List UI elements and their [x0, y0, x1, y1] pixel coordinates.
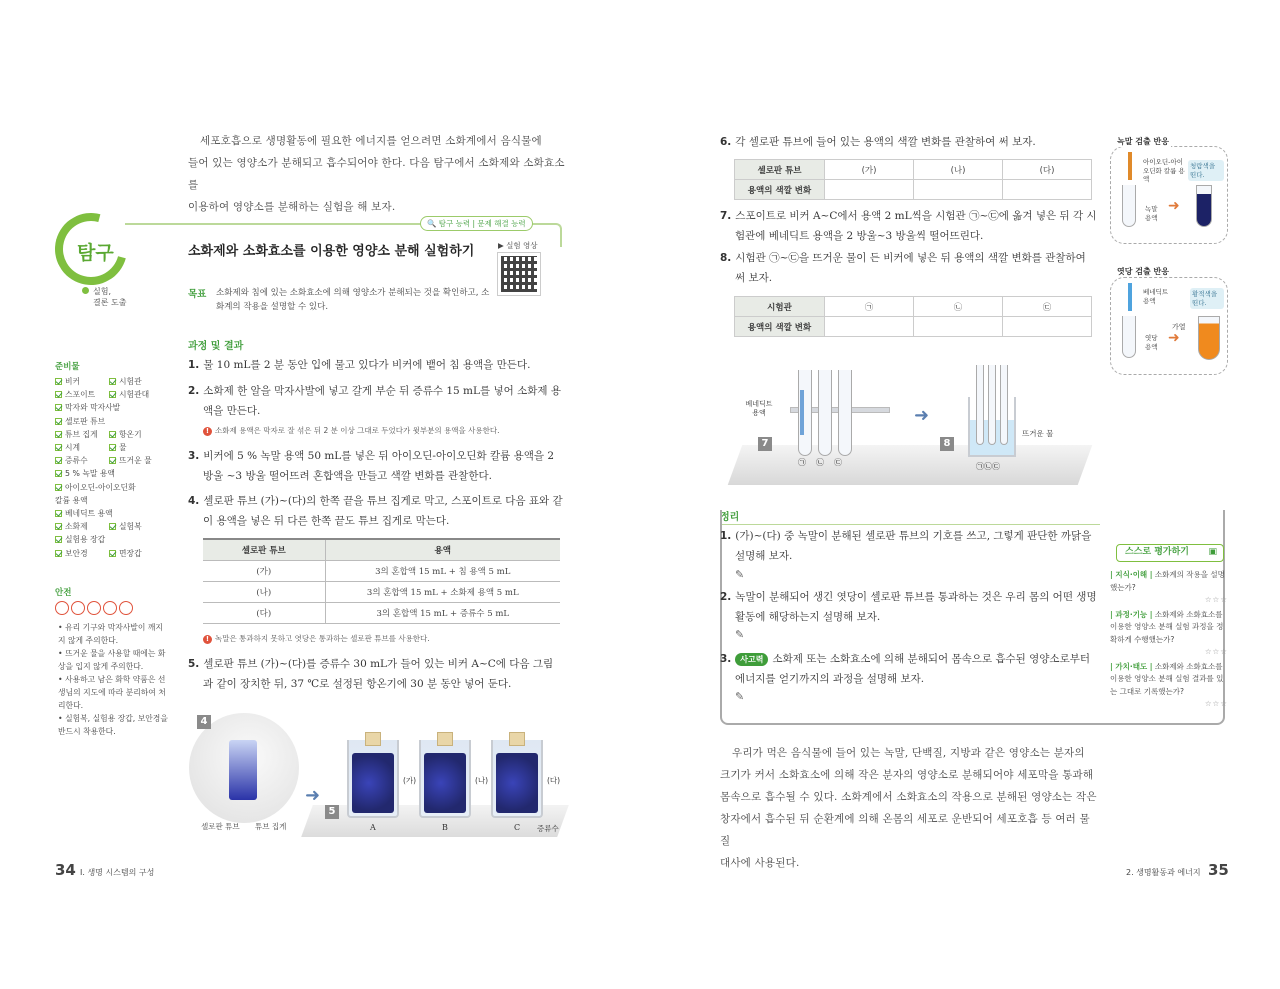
material-item [55, 547, 109, 560]
table-header: 셀로판 튜브 [203, 539, 325, 560]
eval-text: 소화제와 소화효소를 이용한 영양소 분해 실험 결과를 있는 그대로 기록했는가? [1110, 661, 1224, 696]
water-label: 증류수 [537, 824, 559, 833]
summary-number: 2. [720, 591, 732, 603]
material-row [55, 507, 175, 520]
summary-text: (가)~(다) 중 녹말이 분해된 셀로판 튜브의 기호를 쓰고, 그렇게 판단한 까닭을 설명해 보자. [735, 530, 1092, 562]
material-item [55, 533, 138, 546]
answer-cell[interactable] [914, 317, 1003, 337]
sugar-box-title: 엿당 검출 반응 [1117, 267, 1169, 276]
table-header: 셀로판 튜브 [735, 160, 825, 180]
label-na: (나) [475, 776, 489, 785]
pencil-icon[interactable]: ✎ [735, 628, 745, 641]
sugar-reagent-label: 베네딕트 용액 [1143, 288, 1169, 305]
material-text: 튜브 집게 [65, 429, 98, 439]
tube-label: 셀로판 튜브 [201, 822, 240, 831]
magnifier-icon: 🔍 [427, 219, 437, 228]
badge-sub-line: 실험, [93, 287, 111, 296]
reagent-dropper [1128, 283, 1132, 311]
checkbox-icon[interactable] [55, 457, 62, 464]
tube-label: ㉢ [834, 458, 842, 467]
summary-text: 소화제 또는 소화효소에 의해 분해되어 몸속으로 흡수된 영양소로부터 에너지를 얻기까지의 과정을 설명해 보자. [735, 653, 1090, 685]
arrow-icon: ➜ [305, 785, 321, 806]
material-item [109, 428, 163, 441]
material-item [55, 441, 109, 454]
eval-text: 소화제와 소화효소를 이용한 영양소 분해 실험 과정을 정확하게 수행했는가? [1110, 609, 1224, 644]
video-label-text: 실험 영상 [506, 241, 538, 250]
material-item [109, 375, 163, 388]
checkbox-icon[interactable] [109, 378, 116, 385]
material-row [55, 388, 175, 401]
checkbox-icon[interactable] [55, 536, 62, 543]
step-3 [188, 446, 563, 486]
summary-2 [720, 587, 1098, 627]
material-item [55, 428, 109, 441]
material-item [138, 467, 175, 480]
step-number: 6. [720, 136, 732, 148]
summary-number: 3. [720, 653, 732, 665]
beaker-label-a: A [370, 823, 376, 832]
material-item [109, 388, 163, 401]
material-item [55, 507, 138, 520]
dot-icon [82, 287, 89, 294]
intro-line: 이용하여 영양소를 분해하는 실험을 해 보자. [188, 201, 396, 213]
safety-text: 사용하고 남은 화학 약품은 선생님의 지도에 따라 분리하여 처리한다. [58, 675, 166, 710]
step-text: 셀로판 튜브 (가)~(다)를 증류수 30 mL가 들어 있는 비커 A~C에 다음 그림과 같이 장치한 뒤, 37 ℃로 설정된 항온기에 30 분 동안 넣어 둔다. [203, 658, 554, 690]
checkbox-icon[interactable] [55, 444, 62, 451]
tube-cap [509, 732, 525, 746]
table-cell: (가) [203, 560, 325, 581]
sugar-tube [1122, 316, 1136, 358]
materials-heading: 준비물 [55, 362, 80, 372]
material-item [138, 401, 175, 414]
warning-icon: ! [203, 427, 212, 436]
material-item [55, 415, 138, 428]
warning-icon: ! [203, 635, 212, 644]
material-row [55, 428, 175, 441]
outro-line: 대사에 사용된다. [720, 857, 800, 869]
self-eval-list [1110, 569, 1228, 711]
dropper [800, 390, 804, 435]
table-header: (다) [1003, 160, 1092, 180]
material-row [55, 415, 175, 428]
safety-icons [55, 601, 133, 615]
outro-line: 우리가 먹은 음식물에 들어 있는 녹말, 단백질, 지방과 같은 영양소는 분자의 [732, 747, 1085, 759]
safety-list [58, 621, 168, 738]
table-cell: 3의 혼합액 15 mL + 증류수 5 mL [325, 602, 560, 623]
tube-cap [437, 732, 453, 746]
checkbox-icon[interactable] [55, 431, 62, 438]
materials-list [55, 375, 175, 560]
experiment-title: 소화제와 소화효소를 이용한 영양소 분해 실험하기 [188, 244, 475, 259]
material-text: 면장갑 [119, 548, 142, 558]
checkbox-icon[interactable] [55, 418, 62, 425]
step-number: 2. [188, 385, 200, 397]
clip-label: 튜브 집게 [255, 822, 287, 831]
footer-right: 2. 생명활동과 에너지 [1126, 868, 1201, 877]
label-ga: (가) [403, 776, 417, 785]
answer-cell[interactable] [914, 180, 1003, 200]
step-number: 5. [188, 658, 200, 670]
chemical-hazard-icon [87, 601, 101, 615]
safety-item: • 뜨거운 물을 사용할 때에는 화상을 입지 않게 주의한다. [58, 649, 166, 671]
outro-line: 크기가 커서 소화효소에 의해 작은 분자의 영양소로 분해되어야 세포막을 통과해 [720, 769, 1094, 781]
note-text: 녹말은 통과하지 못하고 엿당은 통과하는 셀로판 튜브를 사용한다. [215, 634, 430, 643]
beaker-a [347, 740, 399, 818]
material-text: 물 [119, 443, 127, 453]
step-tag-7: 7 [758, 437, 772, 451]
inquiry-badge: 탐구 [77, 242, 114, 264]
material-item [109, 454, 163, 467]
page-number-left: 34 [55, 861, 76, 879]
hot-water-label: 뜨거운 물 [1022, 429, 1054, 438]
eval-text: 소화계의 작용을 설명했는가? [1110, 570, 1225, 592]
tube-label: ㉡ [816, 458, 824, 467]
test-tube [976, 365, 984, 445]
material-text: 시험관 [119, 377, 142, 386]
step-text: 각 셀로판 튜브에 들어 있는 용액의 색깔 변화를 관찰하여 써 보자. [735, 136, 1036, 148]
summary-3 [720, 649, 1098, 689]
step-number: 8. [720, 252, 732, 264]
step-tag-8: 8 [940, 437, 954, 451]
step-number: 7. [720, 210, 732, 222]
eval-category: | 지식·이해 | [1110, 570, 1153, 579]
table-header: (나) [914, 160, 1003, 180]
table-cell: (나) [203, 581, 325, 602]
note-step-4 [203, 633, 430, 644]
material-item [138, 533, 175, 546]
outro-line: 몸속으로 흡수될 수 있다. 소화계에서 소화효소의 작용으로 분해된 영양소는 작은 [720, 791, 1097, 803]
table-cell: (다) [203, 602, 325, 623]
outro-line: 창자에서 흡수된 뒤 순환계에 의해 온몸의 세포로 운반되어 세포호흡 등 여러 물질 [720, 813, 1090, 847]
eval-category: | 가치·태도 | [1110, 661, 1153, 671]
material-row [55, 401, 175, 414]
safety-text: 뜨거운 물을 사용할 때에는 화상을 입지 않게 주의한다. [58, 649, 166, 671]
step-text: 셀로판 튜브 (가)~(다)의 한쪽 끝을 튜브 집게로 막고, 스포이트로 다음 표와 같이 용액을 넣은 뒤 다른 한쪽 끝도 튜브 집게로 막는다. [203, 495, 563, 527]
table-header: 시험관 [735, 297, 825, 317]
step-8 [720, 248, 1098, 288]
material-item [55, 520, 109, 533]
qr-pattern [501, 256, 537, 292]
intro-paragraph [188, 130, 568, 218]
eval-category: | 과정·기능 | [1110, 609, 1153, 619]
checkbox-icon[interactable] [109, 550, 116, 557]
process-heading: 과정 및 결과 [188, 341, 244, 352]
sugar-result-label: 황적색을 띤다. [1190, 288, 1224, 309]
tube-cap [365, 732, 381, 746]
pencil-icon[interactable]: ✎ [735, 690, 745, 703]
material-text: 막자와 막자사발 [65, 403, 121, 413]
intro-line: 세포호흡으로 생명활동에 필요한 에너지를 얻으려면 소화계에서 음식물에 [200, 135, 542, 147]
self-eval-item [1110, 569, 1228, 607]
material-row [55, 441, 175, 454]
material-text: 실험용 장갑 [65, 535, 106, 545]
summary-number: 1. [720, 530, 732, 542]
table-row-label: 용액의 색깔 변화 [735, 317, 825, 337]
test-tube [818, 370, 832, 456]
step-text: 시험관 ㉠~㉢을 뜨거운 물이 든 비커에 넣은 뒤 용액의 색깔 변화를 관찰하여 써 보자. [735, 252, 1086, 284]
qr-code[interactable] [497, 252, 541, 296]
glass-hazard-icon [55, 601, 69, 615]
checkbox-icon[interactable] [55, 404, 62, 411]
summary-heading: 정리 [720, 512, 740, 523]
safety-text: 실험복, 실험용 장갑, 보안경을 반드시 착용한다. [58, 714, 168, 736]
table-row [203, 602, 560, 623]
table-row [735, 180, 1092, 200]
checkbox-icon[interactable] [55, 510, 62, 517]
footer-left: I. 생명 시스템의 구성 [80, 868, 155, 877]
step-2 [188, 381, 563, 421]
rating-stars[interactable]: ☆☆☆ [1204, 595, 1228, 604]
eye-protection-icon [103, 601, 117, 615]
self-eval-item [1110, 661, 1228, 711]
test-tube [1000, 365, 1008, 445]
checkbox-icon[interactable] [55, 378, 62, 385]
color-table-tubes [734, 159, 1092, 200]
checkbox-icon[interactable] [55, 470, 62, 477]
goal-label: 목표 [188, 289, 207, 300]
checkbox-icon[interactable] [55, 550, 62, 557]
material-row [55, 467, 175, 480]
safety-item: • 유리 기구와 막자사발이 깨지지 않게 주의한다. [58, 623, 163, 645]
material-item [138, 507, 175, 520]
reagent-dropper [1128, 152, 1132, 180]
figure-step-7-8 [720, 345, 1092, 487]
material-item [138, 415, 175, 428]
material-text: 증류수 [65, 456, 88, 466]
solution-table [203, 538, 560, 624]
checklist-icon: ▣ [1208, 547, 1217, 557]
material-text: 베네딕트 용액 [65, 509, 113, 519]
answer-cell[interactable] [1003, 317, 1092, 337]
material-text: 뜨거운 물 [119, 456, 152, 466]
starch-result-label: 청람색을 띤다. [1188, 160, 1224, 181]
test-tube [838, 370, 852, 456]
badge-subtitle [82, 286, 126, 308]
lab-bench [728, 445, 1093, 485]
material-item [55, 481, 138, 507]
material-text: 스포이트 [65, 390, 96, 400]
safety-heading: 안전 [55, 588, 72, 598]
material-text: 5 % 녹말 용액 [65, 469, 115, 479]
table-row [735, 317, 1092, 337]
step-number: 1. [188, 359, 200, 371]
beaker-b [419, 740, 471, 818]
ability-text: 탐구 능력 | 문제 해결 능력 [438, 219, 526, 228]
material-row [55, 481, 175, 507]
note-step-2 [203, 425, 499, 436]
step-text: 물 10 mL를 2 분 동안 입에 물고 있다가 비커에 뱉어 침 용액을 만든다. [203, 359, 531, 371]
page-number-right: 35 [1208, 861, 1229, 879]
starch-tube [1122, 185, 1136, 227]
tube-labels-7 [798, 457, 842, 468]
arrow-icon: ➜ [1168, 330, 1180, 346]
tube-label: ㉠ [798, 458, 806, 467]
checkbox-icon[interactable] [109, 457, 116, 464]
material-row [55, 533, 175, 546]
sugar-result-tube [1198, 316, 1220, 360]
heat-label: 가열 [1172, 323, 1186, 331]
cellophane-tube-photo [229, 740, 257, 800]
checkbox-icon[interactable] [109, 431, 116, 438]
tube-labels-8: ㉠㉡㉢ [976, 462, 1000, 471]
material-text: 실험복 [119, 522, 142, 532]
material-row [55, 454, 175, 467]
material-text: 보안경 [65, 548, 88, 558]
step-number: 3. [188, 450, 200, 462]
material-text: 소화제 [65, 522, 88, 532]
material-text: 시험관대 [119, 390, 150, 400]
material-item [55, 454, 109, 467]
table-header: (가) [825, 160, 914, 180]
video-label [498, 240, 538, 251]
step-6 [720, 132, 1100, 152]
safety-item: • 실험복, 실험용 장갑, 보안경을 반드시 착용한다. [58, 714, 168, 736]
starch-result-tube [1196, 185, 1212, 227]
step-text: 비커에 5 % 녹말 용액 50 mL를 넣은 뒤 아이오딘-아이오딘화 칼륨 용액을 2 방울 ~3 방울 떨어뜨려 혼합액을 만들고 색깔 변화를 관찰한다. [203, 450, 555, 482]
step-number: 4. [188, 495, 200, 507]
summary-text: 녹말이 분해되어 생긴 엿당이 셀로판 튜브를 통과하는 것은 우리 몸의 어떤 생명 활동에 해당하는지 설명해 보자. [735, 591, 1097, 623]
material-text: 아이오딘-아이오딘화 칼륨 용액 [55, 482, 136, 505]
material-item [55, 375, 109, 388]
answer-cell[interactable] [825, 317, 914, 337]
goal-text: 소화제와 침에 있는 소화효소에 의해 영양소가 분해되는 것을 확인하고, 소화계의 작용을 설명할 수 있다. [216, 288, 490, 312]
checkbox-icon[interactable] [55, 391, 62, 398]
material-item [138, 481, 175, 507]
benedict-label: 베네딕트 용액 [745, 400, 773, 417]
ability-tag [420, 216, 533, 231]
material-row [55, 547, 175, 560]
table-header: ㉡ [914, 297, 1003, 317]
step-4 [188, 491, 563, 531]
material-item [55, 388, 109, 401]
outro-paragraph [720, 742, 1100, 874]
glove-icon [119, 601, 133, 615]
step-7 [720, 206, 1098, 246]
material-item [109, 547, 163, 560]
thinking-tag: 사고력 [735, 653, 768, 666]
table-row [203, 581, 560, 602]
starch-box-title: 녹말 검출 반응 [1117, 137, 1169, 146]
safety-text: 유리 기구와 막자사발이 깨지지 않게 주의한다. [58, 623, 163, 645]
self-eval-item [1110, 609, 1228, 659]
beaker-label-c: C [514, 823, 521, 832]
beaker-c [491, 740, 543, 818]
material-text: 셀로판 튜브 [65, 416, 106, 426]
material-text: 시계 [65, 443, 81, 453]
self-eval-title-text: 스스로 평가하기 [1125, 547, 1189, 557]
badge-sub-line: 결론 도출 [93, 298, 127, 307]
material-item [55, 467, 138, 480]
figure-step-4-5 [187, 705, 563, 847]
material-item [109, 441, 163, 454]
checkbox-icon[interactable] [109, 523, 116, 530]
step-5 [188, 654, 563, 694]
pencil-icon[interactable]: ✎ [735, 568, 745, 581]
starch-reagent-label: 아이오딘-아이오딘화 칼륨 용액 [1143, 158, 1185, 183]
answer-cell[interactable] [1003, 180, 1092, 200]
color-table-test-tubes [734, 296, 1092, 337]
table-header: 용액 [325, 539, 560, 560]
play-icon: ▶ [498, 241, 504, 250]
checkbox-icon[interactable] [109, 391, 116, 398]
rating-stars[interactable]: ☆☆☆ [1204, 699, 1228, 708]
step-1 [188, 355, 563, 375]
material-text: 비커 [65, 377, 81, 386]
step-text: 스포이트로 비커 A~C에서 용액 2 mL씩을 시험관 ㉠~㉢에 옮겨 넣은 뒤 각 시험관에 베네딕트 용액을 2 방울~3 방울씩 떨어뜨린다. [735, 210, 1097, 242]
table-row [203, 560, 560, 581]
starch-sample-label: 녹말 용액 [1145, 205, 1158, 222]
checkbox-icon[interactable] [55, 484, 62, 491]
step-tag-4: 4 [197, 715, 211, 729]
arrow-icon: ➜ [1168, 198, 1180, 214]
rating-stars[interactable]: ☆☆☆ [1204, 647, 1228, 656]
table-cell: 3의 혼합액 15 mL + 소화제 용액 5 mL [325, 581, 560, 602]
material-item [55, 401, 138, 414]
intro-line: 들어 있는 영양소가 분해되고 흡수되어야 한다. 다음 탐구에서 소화제와 소화효소를 [188, 157, 565, 191]
table-header: ㉢ [1003, 297, 1092, 317]
test-tube [988, 365, 996, 445]
self-eval-title [1116, 544, 1224, 562]
note-text: 소화제 용액은 막자로 잘 섞은 뒤 2 분 이상 그대로 두었다가 윗부분의 용액을 사용한다. [215, 426, 500, 435]
sugar-sample-label: 엿당 용액 [1145, 334, 1158, 351]
heat-hazard-icon [71, 601, 85, 615]
step-text: 소화제 한 알을 막자사발에 넣고 갈게 부순 뒤 증류수 15 mL를 넣어 소화제 용액을 만든다. [203, 385, 561, 417]
material-item [109, 520, 163, 533]
table-row-label: 용액의 색깔 변화 [735, 180, 825, 200]
checkbox-icon[interactable] [109, 444, 116, 451]
material-text: 항온기 [119, 429, 142, 439]
table-header: ㉠ [825, 297, 914, 317]
material-row [55, 375, 175, 388]
summary-1 [720, 526, 1098, 566]
beaker-label-b: B [442, 823, 448, 832]
table-cell: 3의 혼합액 15 mL + 침 용액 5 mL [325, 560, 560, 581]
safety-item: • 사용하고 남은 화학 약품은 선생님의 지도에 따라 분리하여 처리한다. [58, 675, 166, 710]
label-da: (다) [547, 776, 561, 785]
step-tag-5: 5 [325, 805, 339, 819]
material-row [55, 520, 175, 533]
checkbox-icon[interactable] [55, 523, 62, 530]
answer-cell[interactable] [825, 180, 914, 200]
arrow-icon: ➜ [914, 405, 930, 426]
